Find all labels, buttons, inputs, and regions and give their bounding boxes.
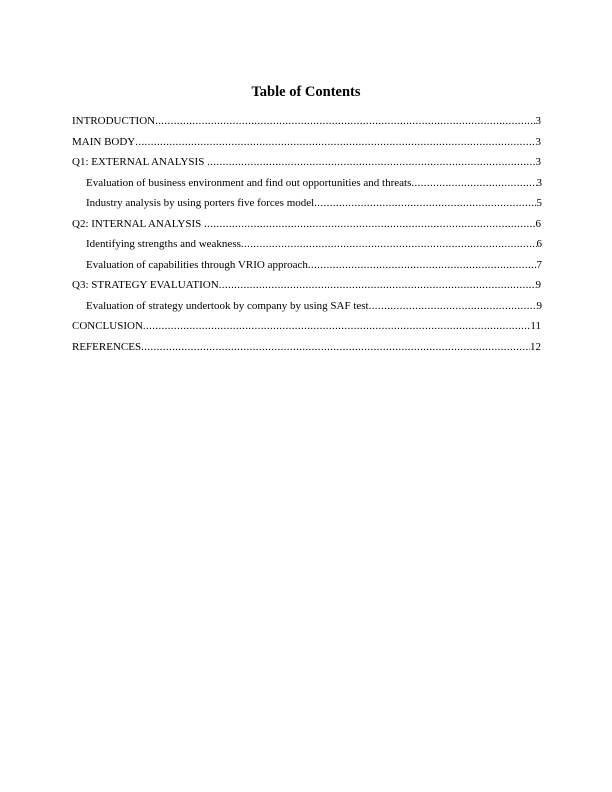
- toc-dot-leader: [207, 155, 535, 169]
- toc-entry-conclusion[interactable]: [72, 319, 541, 340]
- toc-entry-business-environment[interactable]: [72, 176, 542, 197]
- toc-title: Table of Contents: [251, 84, 361, 100]
- toc-page-number: 7: [536, 258, 542, 271]
- toc-page-number: 9: [536, 299, 542, 312]
- toc-dot-leader: [141, 340, 530, 354]
- toc-entry-text: INTRODUCTION: [72, 115, 156, 127]
- toc-dot-leader: [135, 135, 535, 149]
- toc-dot-leader: [411, 176, 536, 190]
- toc-page-number: 12: [530, 340, 541, 353]
- toc-entry-text: MAIN BODY: [72, 135, 136, 148]
- toc-dot-leader: [143, 319, 531, 333]
- toc-entry-main-body[interactable]: [72, 135, 541, 156]
- toc-entry-text: Q2: INTERNAL ANALYSIS: [72, 217, 205, 230]
- toc-entry-text: CONCLUSION: [72, 320, 143, 332]
- toc-entry-text: Evaluation of capabilities through VRIO approach: [86, 258, 308, 271]
- toc-dot-leader: [241, 237, 537, 251]
- toc-entry-text: Evaluation of business environment and find out opportunities and threats: [86, 176, 412, 189]
- toc-page-number: 9: [535, 279, 541, 291]
- toc-page-number: 3: [535, 156, 541, 168]
- toc-page-number: 6: [535, 217, 541, 230]
- toc-list: [72, 114, 541, 360]
- toc-dot-leader: [369, 299, 537, 313]
- toc-page-number: 11: [530, 320, 541, 332]
- toc-dot-leader: [204, 217, 535, 231]
- toc-page-number: 3: [535, 135, 541, 148]
- toc-entry-strengths-weakness[interactable]: [72, 237, 542, 258]
- toc-page-number: 6: [536, 238, 542, 250]
- toc-page-number: 3: [535, 115, 541, 127]
- toc-entry-references[interactable]: [72, 340, 541, 361]
- toc-dot-leader: [155, 114, 535, 128]
- toc-dot-leader: [219, 278, 536, 292]
- toc-dot-leader: [314, 196, 536, 210]
- toc-entry-introduction[interactable]: [72, 114, 541, 135]
- toc-entry-text: Identifying strengths and weakness: [86, 238, 241, 250]
- toc-entry-text: REFERENCES: [72, 340, 142, 353]
- toc-entry-text: Q3: STRATEGY EVALUATION: [72, 279, 219, 291]
- toc-entry-text: Industry analysis by using porters five forces model: [86, 197, 315, 209]
- toc-entry-q3-strategy-evaluation[interactable]: [72, 278, 541, 299]
- toc-page-number: 3: [536, 176, 542, 189]
- toc-entry-text: Evaluation of strategy undertook by company by using SAF test: [86, 299, 369, 312]
- toc-entry-saf-test[interactable]: [72, 299, 542, 320]
- toc-entry-text: Q1: EXTERNAL ANALYSIS: [72, 156, 208, 168]
- toc-page-number: 5: [536, 197, 542, 209]
- toc-entry-industry-analysis[interactable]: [72, 196, 542, 217]
- toc-entry-vrio-approach[interactable]: [72, 258, 542, 279]
- toc-dot-leader: [308, 258, 537, 272]
- toc-entry-q1-external-analysis[interactable]: [72, 155, 541, 176]
- toc-entry-q2-internal-analysis[interactable]: [72, 217, 541, 238]
